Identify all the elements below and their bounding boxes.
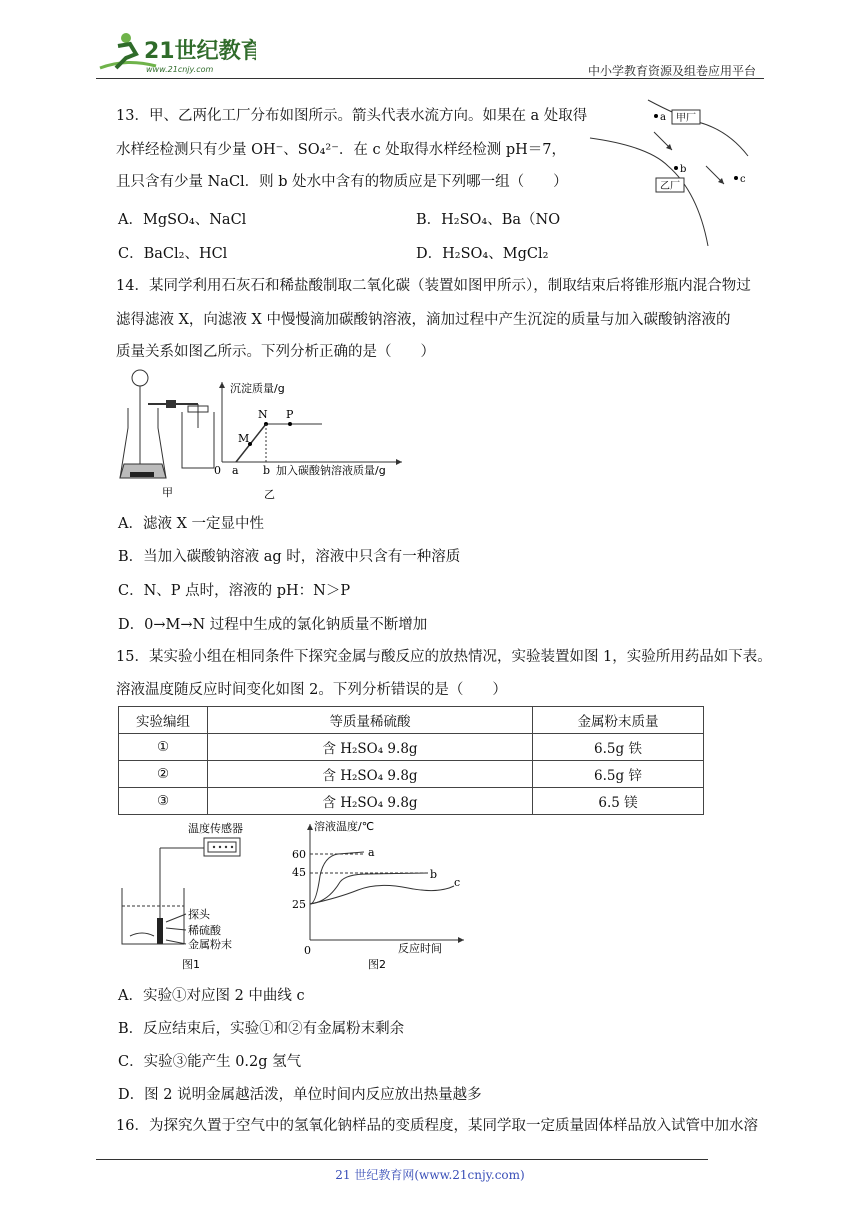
q14-precipitate-graph [212,376,412,508]
svg-text:探头: 探头 [188,908,210,921]
footer-link[interactable]: 21 世纪教育网(www.21cnjy.com) [335,1168,525,1182]
header-platform-text: 中小学教育资源及组卷应用平台 [587,64,756,78]
svg-text:60: 60 [292,848,306,861]
svg-text:乙: 乙 [264,488,275,501]
svg-text:乙厂: 乙厂 [660,181,680,192]
q13-factory-map [588,96,768,250]
svg-text:溶液温度/℃: 溶液温度/℃ [314,820,375,833]
svg-text:M: M [238,432,250,445]
svg-text:反应时间: 反应时间 [398,942,442,955]
q14-option-d: D．0→M→N 过程中生成的氯化钠质量不断增加 [118,617,428,633]
q13-option-b: B．H₂SO₄、Ba（NO [416,212,561,228]
svg-text:图2: 图2 [368,958,386,971]
table-cell: 含 H₂SO₄ 9.8g [208,788,533,815]
q15-option-b: B．反应结束后，实验①和②有金属粉末剩余 [118,1021,405,1037]
svg-text:21世纪教育: 21世纪教育 [144,39,256,64]
q13-line2: 水样经检测只有少量 OH⁻、SO₄²⁻．在 c 处取得水样经检测 pH＝7， [116,142,566,158]
q14-option-c: C．N、P 点时，溶液的 pH：N＞P [118,583,351,599]
q15-option-c: C．实验③能产生 0.2g 氢气 [118,1054,302,1070]
site-logo [96,28,256,76]
svg-text:b: b [680,164,687,175]
q15-reagent-table [118,706,704,815]
svg-text:沉淀质量/g: 沉淀质量/g [230,382,285,395]
q14-option-b: B．当加入碳酸钠溶液 ag 时，溶液中只含有一种溶质 [118,549,461,565]
svg-text:N: N [258,408,268,421]
table-cell: 6.5g 铁 [533,734,704,761]
table-row [119,761,704,788]
table-header: 实验编组 [119,707,208,734]
svg-text:加入碳酸钠溶液质量/g: 加入碳酸钠溶液质量/g [276,464,386,477]
svg-text:b: b [430,868,438,881]
q14-line3: 质量关系如图乙所示。下列分析正确的是（ ） [116,344,435,360]
q15-option-d: D．图 2 说明金属越活泼，单位时间内反应放出热量越多 [118,1087,482,1103]
table-cell: 含 H₂SO₄ 9.8g [208,761,533,788]
svg-text:甲: 甲 [162,486,173,499]
q14-option-a: A．滤液 X 一定显中性 [118,516,265,532]
q15-fig2-temperature-graph [288,816,468,976]
q16-line1: 16．为探究久置于空气中的氢氧化钠样品的变质程度，某同学取一定质量固体样品放入试管中加水溶 [116,1118,758,1134]
svg-text:P: P [286,408,294,421]
q13-option-a: A．MgSO₄、NaCl [118,212,247,228]
svg-text:b: b [263,464,271,477]
table-row [119,788,704,815]
q14-line2: 滤得滤液 X，向滤液 X 中慢慢滴加碳酸钠溶液，滴加过程中产生沉淀的质量与加入碳酸钠溶液的 [116,312,731,328]
svg-text:a: a [660,112,666,123]
svg-text:c: c [740,174,746,185]
table-cell: ① [119,734,208,761]
q14-line1: 14．某同学利用石灰石和稀盐酸制取二氧化碳（装置如图甲所示），制取结束后将锥形瓶内混合物过 [116,278,751,294]
svg-text:0: 0 [304,944,311,957]
q13-option-d: D．H₂SO₄、MgCl₂ [416,246,549,262]
svg-text:a: a [368,846,375,859]
table-header: 等质量稀硫酸 [208,707,533,734]
svg-text:25: 25 [292,898,306,911]
svg-text:0: 0 [214,464,221,477]
table-cell: ② [119,761,208,788]
footer-divider [96,1159,708,1160]
table-header: 金属粉末质量 [533,707,704,734]
svg-text:温度传感器: 温度传感器 [188,822,243,835]
table-cell: 6.5 镁 [533,788,704,815]
table-cell: 6.5g 锌 [533,761,704,788]
svg-text:甲厂: 甲厂 [676,113,696,124]
q15-fig1-apparatus [118,818,268,976]
svg-text:45: 45 [292,866,306,879]
q15-line1: 15．某实验小组在相同条件下探究金属与酸反应的放热情况，实验装置如图 1，实验所用药品如下表。 [116,649,772,665]
q13-line1: 13．甲、乙两化工厂分布如图所示。箭头代表水流方向。如果在 a 处取得 [116,108,588,124]
svg-text:a: a [232,464,239,477]
header-divider [96,78,764,79]
table-cell: ③ [119,788,208,815]
svg-text:图1: 图1 [182,958,200,971]
svg-text:www.21cnjy.com: www.21cnjy.com [146,65,214,74]
q15-option-a: A．实验①对应图 2 中曲线 c [118,988,305,1004]
q13-option-c: C．BaCl₂、HCl [118,246,228,262]
svg-text:金属粉末: 金属粉末 [188,938,232,951]
table-row [119,734,704,761]
q13-line3: 且只含有少量 NaCl．则 b 处水中含有的物质应是下列哪一组（ ） [116,174,568,190]
table-cell: 含 H₂SO₄ 9.8g [208,734,533,761]
table-header-row [119,707,704,734]
svg-text:稀硫酸: 稀硫酸 [188,924,221,937]
q15-line2: 溶液温度随反应时间变化如图 2。下列分析错误的是（ ） [116,682,507,698]
svg-text:c: c [454,876,461,889]
